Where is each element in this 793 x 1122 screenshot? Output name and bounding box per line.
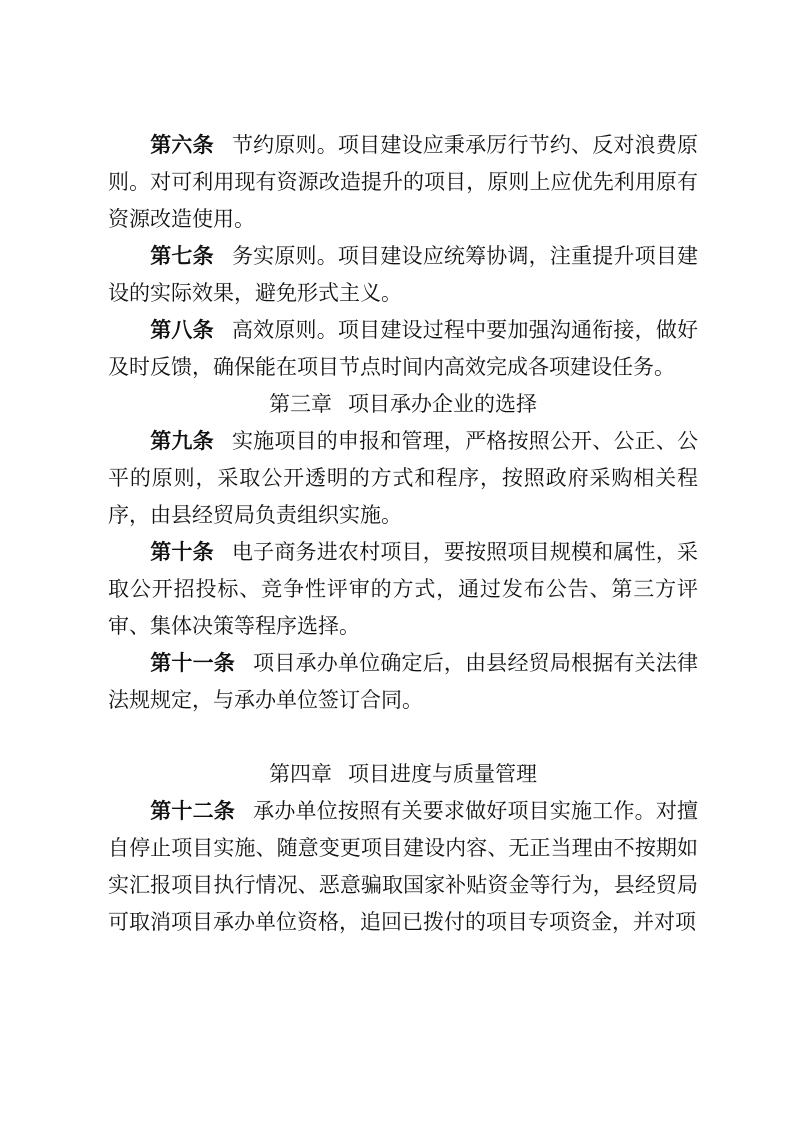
article-10 [108, 534, 698, 645]
chapter-4-heading [108, 756, 698, 793]
chapter-4-title: 项目进度与质量管理 [348, 762, 537, 786]
article-8-text: 高效原则。项目建设过程中要加强沟通衔接，做好及时反馈，确保能在项目节点时间内高效完成各项建设任务。 [108, 318, 699, 379]
article-10-text: 电子商务进农村项目，要按照项目规模和属性，采取公开招投标、竞争性评审的方式，通过发布公告、第三方评审、集体决策等程序选择。 [108, 540, 699, 638]
document-page [108, 127, 698, 941]
article-10-label: 第十条 [150, 540, 214, 564]
article-6-text: 节约原则。项目建设应秉承厉行节约、反对浪费原则。对可利用现有资源改造提升的项目，原则上应优先利用原有资源改造使用。 [108, 133, 699, 231]
chapter-3-heading [108, 386, 698, 423]
article-9 [108, 423, 698, 534]
article-11-text: 项目承办单位确定后，由县经贸局根据有关法律法规规定，与承办单位签订合同。 [108, 651, 699, 712]
chapter-4-number: 第四章 [269, 762, 332, 786]
article-6 [108, 127, 698, 238]
article-7-label: 第七条 [150, 244, 214, 268]
article-12-label: 第十二条 [150, 799, 235, 823]
article-8-label: 第八条 [150, 318, 214, 342]
article-11-label: 第十一条 [150, 651, 235, 675]
article-12-text: 承办单位按照有关要求做好项目实施工作。对擅自停止项目实施、随意变更项目建设内容、无正当理由不按期如实汇报项目执行情况、恶意骗取国家补贴资金等行为，县经贸局可取消项目承办单位资格，追回已拨付的项目专项资金，并对项 [108, 799, 699, 934]
article-9-label: 第九条 [150, 429, 214, 453]
chapter-3-title: 项目承办企业的选择 [348, 392, 537, 416]
article-7-text: 务实原则。项目建设应统筹协调，注重提升项目建设的实际效果，避免形式主义。 [108, 244, 699, 305]
article-12 [108, 793, 698, 941]
blank-line [108, 719, 698, 756]
article-7 [108, 238, 698, 312]
article-9-text: 实施项目的申报和管理，严格按照公开、公正、公平的原则，采取公开透明的方式和程序，按照政府采购相关程序，由县经贸局负责组织实施。 [108, 429, 699, 527]
article-6-label: 第六条 [150, 133, 214, 157]
article-11 [108, 645, 698, 719]
chapter-3-number: 第三章 [269, 392, 332, 416]
article-8 [108, 312, 698, 386]
